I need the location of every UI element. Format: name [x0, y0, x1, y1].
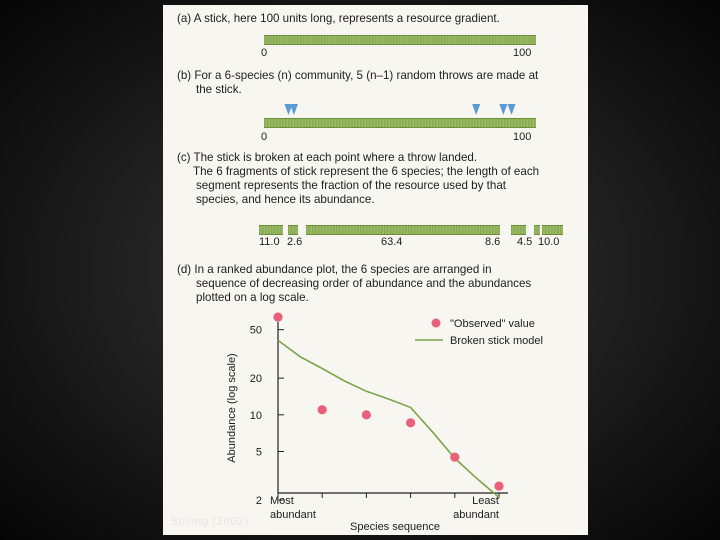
panel-c-text-line4: species, and hence its abundance.	[196, 193, 375, 206]
stick-b-label-start: 0	[261, 131, 268, 143]
ranked-abundance-chart	[163, 310, 588, 535]
segment-label-2: 2.6	[287, 236, 303, 248]
fragment-3	[306, 225, 500, 235]
observed-point-5	[450, 452, 459, 461]
panel-b-text-line1: (b) For a 6-species (n) community, 5 (n–1) random throws are made at	[177, 69, 539, 82]
panel-b-text-line2: the stick.	[196, 83, 242, 96]
throw-arrow-5	[508, 104, 516, 115]
panel-c-text-line1: (c) The stick is broken at each point where a throw landed.	[177, 151, 478, 164]
y-tick-label-20: 20	[249, 373, 262, 386]
panel-d-text-line1: (d) In a ranked abundance plot, the 6 species are arranged in	[177, 263, 492, 276]
observed-point-1	[273, 312, 282, 321]
resource-stick-b	[264, 118, 536, 128]
x-label-least-abundant: abundant	[453, 509, 499, 521]
panel-d-text-line3: plotted on a log scale.	[196, 291, 309, 304]
fragment-6	[542, 225, 563, 235]
stick-a-label-end: 100	[513, 47, 532, 59]
segment-label-3: 63.4	[381, 236, 403, 248]
fragment-1	[259, 225, 283, 235]
y-axis-title: Abundance (log scale)	[226, 353, 238, 463]
panel-c-text-line2: The 6 fragments of stick represent the 6 species; the length of each	[193, 165, 540, 178]
y-tick-label-10: 10	[249, 409, 262, 422]
panel-c-text-line3: segment represents the fraction of the resource used by that	[196, 179, 506, 192]
resource-stick-a	[264, 35, 536, 45]
y-tick-label-2: 2	[255, 495, 262, 507]
x-label-least: Least	[472, 495, 499, 507]
panel-a-text: (a) A stick, here 100 units long, represents a resource gradient.	[177, 12, 500, 25]
observed-point-3	[362, 410, 371, 419]
x-label-most: Most	[270, 495, 294, 507]
throw-arrow-2	[290, 104, 298, 115]
throw-arrow-4	[499, 104, 507, 115]
legend-model-label: Broken stick model	[450, 335, 543, 347]
fragment-2	[288, 225, 298, 235]
legend-observed-marker	[432, 319, 441, 328]
fragment-4	[511, 225, 526, 235]
stick-b-label-end: 100	[513, 131, 532, 143]
observed-point-6	[494, 482, 503, 491]
stick-a-label-start: 0	[261, 47, 268, 59]
x-axis-title: Species sequence	[350, 521, 440, 533]
legend-observed-label: "Observed" value	[450, 318, 535, 330]
source-caption: Stilling (2002)	[171, 515, 249, 528]
segment-label-1: 11.0	[259, 236, 280, 248]
throw-markers	[264, 103, 536, 117]
fragment-5	[534, 225, 540, 235]
y-tick-label-50: 50	[249, 324, 262, 337]
throw-arrow-3	[472, 104, 480, 115]
observed-point-4	[406, 418, 415, 427]
panel-d-text-line2: sequence of decreasing order of abundance and the abundances	[196, 277, 532, 290]
segment-label-6: 10.0	[538, 236, 560, 248]
y-tick-label-5: 5	[255, 446, 262, 459]
textbook-page	[163, 5, 588, 535]
x-label-most-abundant: abundant	[270, 509, 316, 521]
segment-label-5: 4.5	[517, 236, 533, 248]
observed-point-2	[318, 405, 327, 414]
segment-label-4: 8.6	[485, 236, 501, 248]
broken-stick-model-line	[278, 340, 499, 497]
